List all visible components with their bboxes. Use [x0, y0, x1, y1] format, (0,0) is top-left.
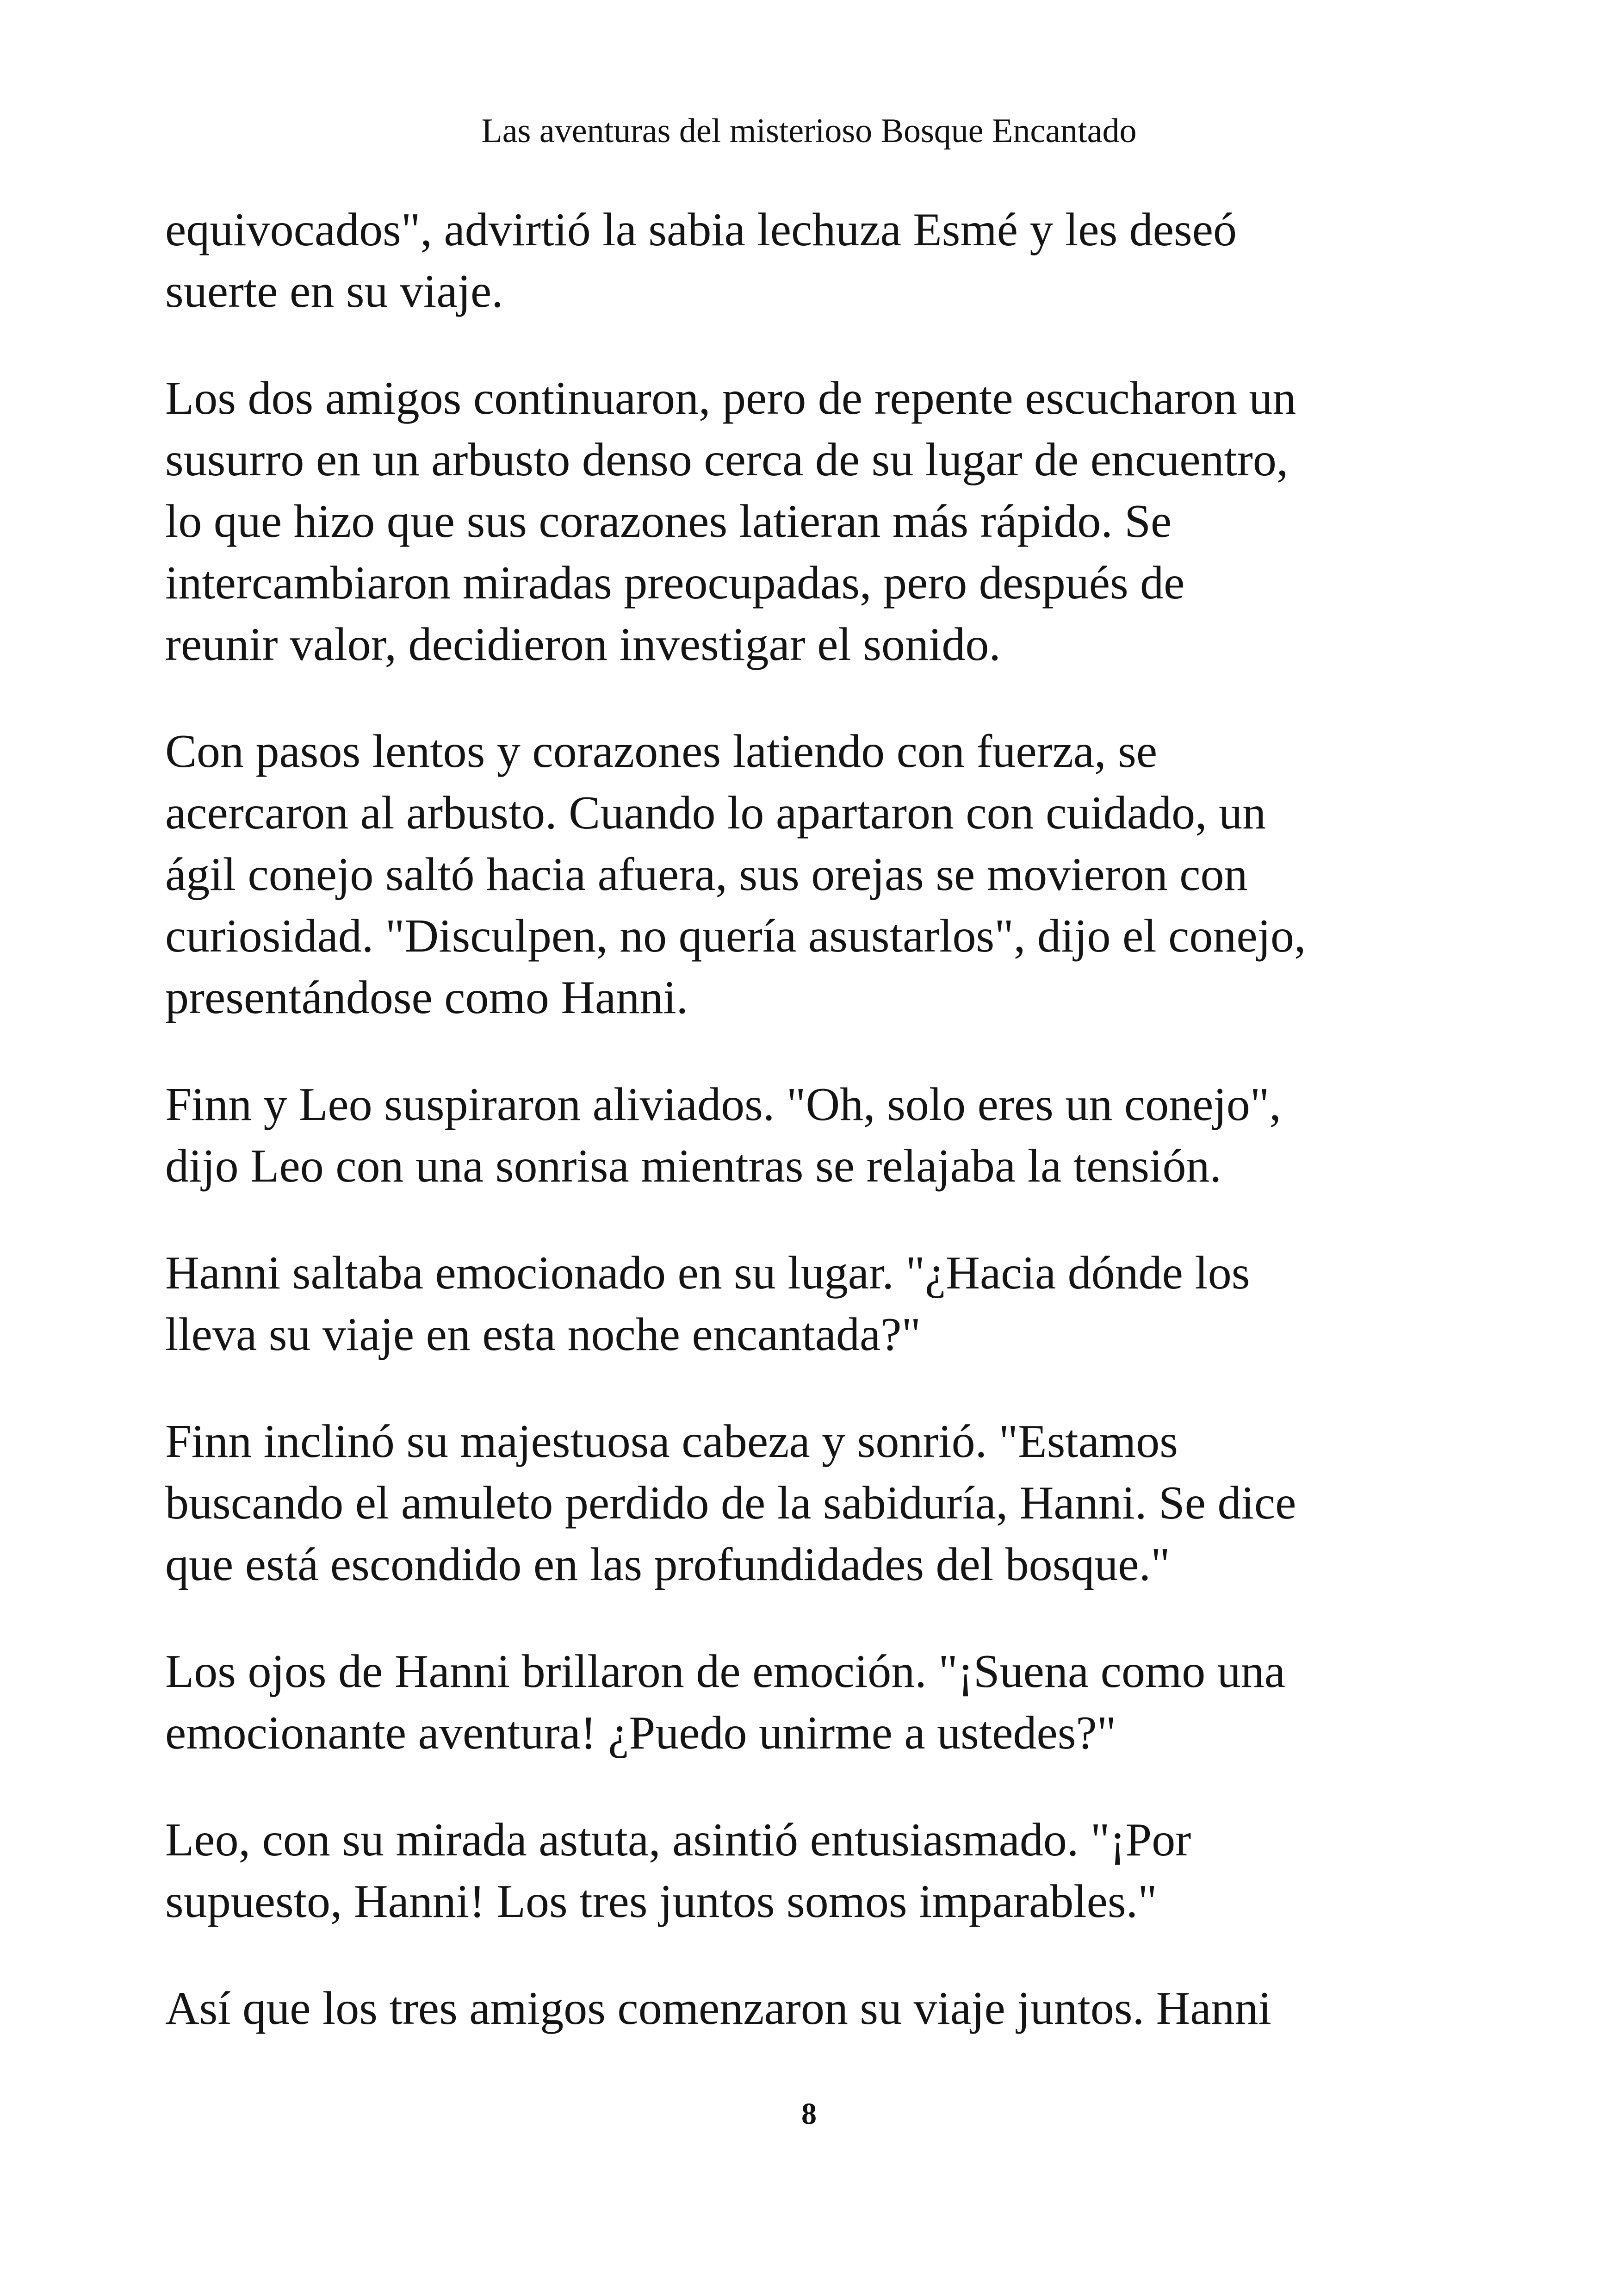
paragraph-6 — [165, 1411, 1488, 1595]
paragraph-2 — [165, 367, 1488, 675]
text-line: presentándose como Hanni. — [165, 971, 688, 1024]
paragraph-1 — [165, 199, 1488, 322]
paragraph-4 — [165, 1074, 1488, 1197]
text-line: Los ojos de Hanni brillaron de emoción. "¡Suena como una — [165, 1645, 1286, 1698]
page-number: 8 — [801, 2097, 817, 2131]
text-line: Así que los tres amigos comenzaron su viaje juntos. Hanni — [165, 1982, 1271, 2035]
text-line: supuesto, Hanni! Los tres juntos somos imparables." — [165, 1875, 1157, 1928]
text-line: Hanni saltaba emocionado en su lugar. "¿Hacia dónde los — [165, 1247, 1250, 1299]
text-line: buscando el amuleto perdido de la sabiduría, Hanni. Se dice — [165, 1477, 1296, 1529]
text-line: intercambiaron miradas preocupadas, pero después de — [165, 557, 1185, 609]
paragraph-9 — [165, 1978, 1488, 2039]
text-line: reunir valor, decidieron investigar el sonido. — [165, 618, 1001, 671]
text-line: Los dos amigos continuaron, pero de repente escucharon un — [165, 372, 1296, 424]
paragraph-8 — [165, 1809, 1488, 1932]
body-text — [165, 199, 1488, 2039]
text-line: emocionante aventura! ¿Puedo unirme a ustedes?" — [165, 1707, 1116, 1759]
text-line: que está escondido en las profundidades del bosque." — [165, 1538, 1170, 1591]
text-line: susurro en un arbusto denso cerca de su lugar de encuentro, — [165, 434, 1289, 486]
text-line: equivocados", advirtió la sabia lechuza Esmé y les deseó — [165, 204, 1237, 256]
text-line: dijo Leo con una sonrisa mientras se relajaba la tensión. — [165, 1140, 1221, 1192]
text-line: acercaron al arbusto. Cuando lo apartaron con cuidado, un — [165, 787, 1266, 839]
text-line: ágil conejo saltó hacia afuera, sus orejas se movieron con — [165, 848, 1248, 901]
paragraph-3 — [165, 721, 1488, 1028]
text-line: lo que hizo que sus corazones latieran más rápido. Se — [165, 495, 1172, 548]
text-line: suerte en su viaje. — [165, 265, 503, 317]
text-line: lleva su viaje en esta noche encantada?" — [165, 1308, 921, 1361]
running-header: Las aventuras del misterioso Bosque Encantado — [481, 112, 1137, 150]
paragraph-7 — [165, 1641, 1488, 1764]
text-line: Finn y Leo suspiraron aliviados. "Oh, solo eres un conejo", — [165, 1078, 1281, 1131]
text-line: Leo, con su mirada astuta, asintió entusiasmado. "¡Por — [165, 1814, 1191, 1866]
paragraph-5 — [165, 1242, 1488, 1365]
text-line: curiosidad. "Disculpen, no quería asustarlos", dijo el conejo, — [165, 910, 1306, 962]
text-line: Con pasos lentos y corazones latiendo con fuerza, se — [165, 725, 1158, 778]
text-line: Finn inclinó su majestuosa cabeza y sonrió. "Estamos — [165, 1415, 1178, 1468]
